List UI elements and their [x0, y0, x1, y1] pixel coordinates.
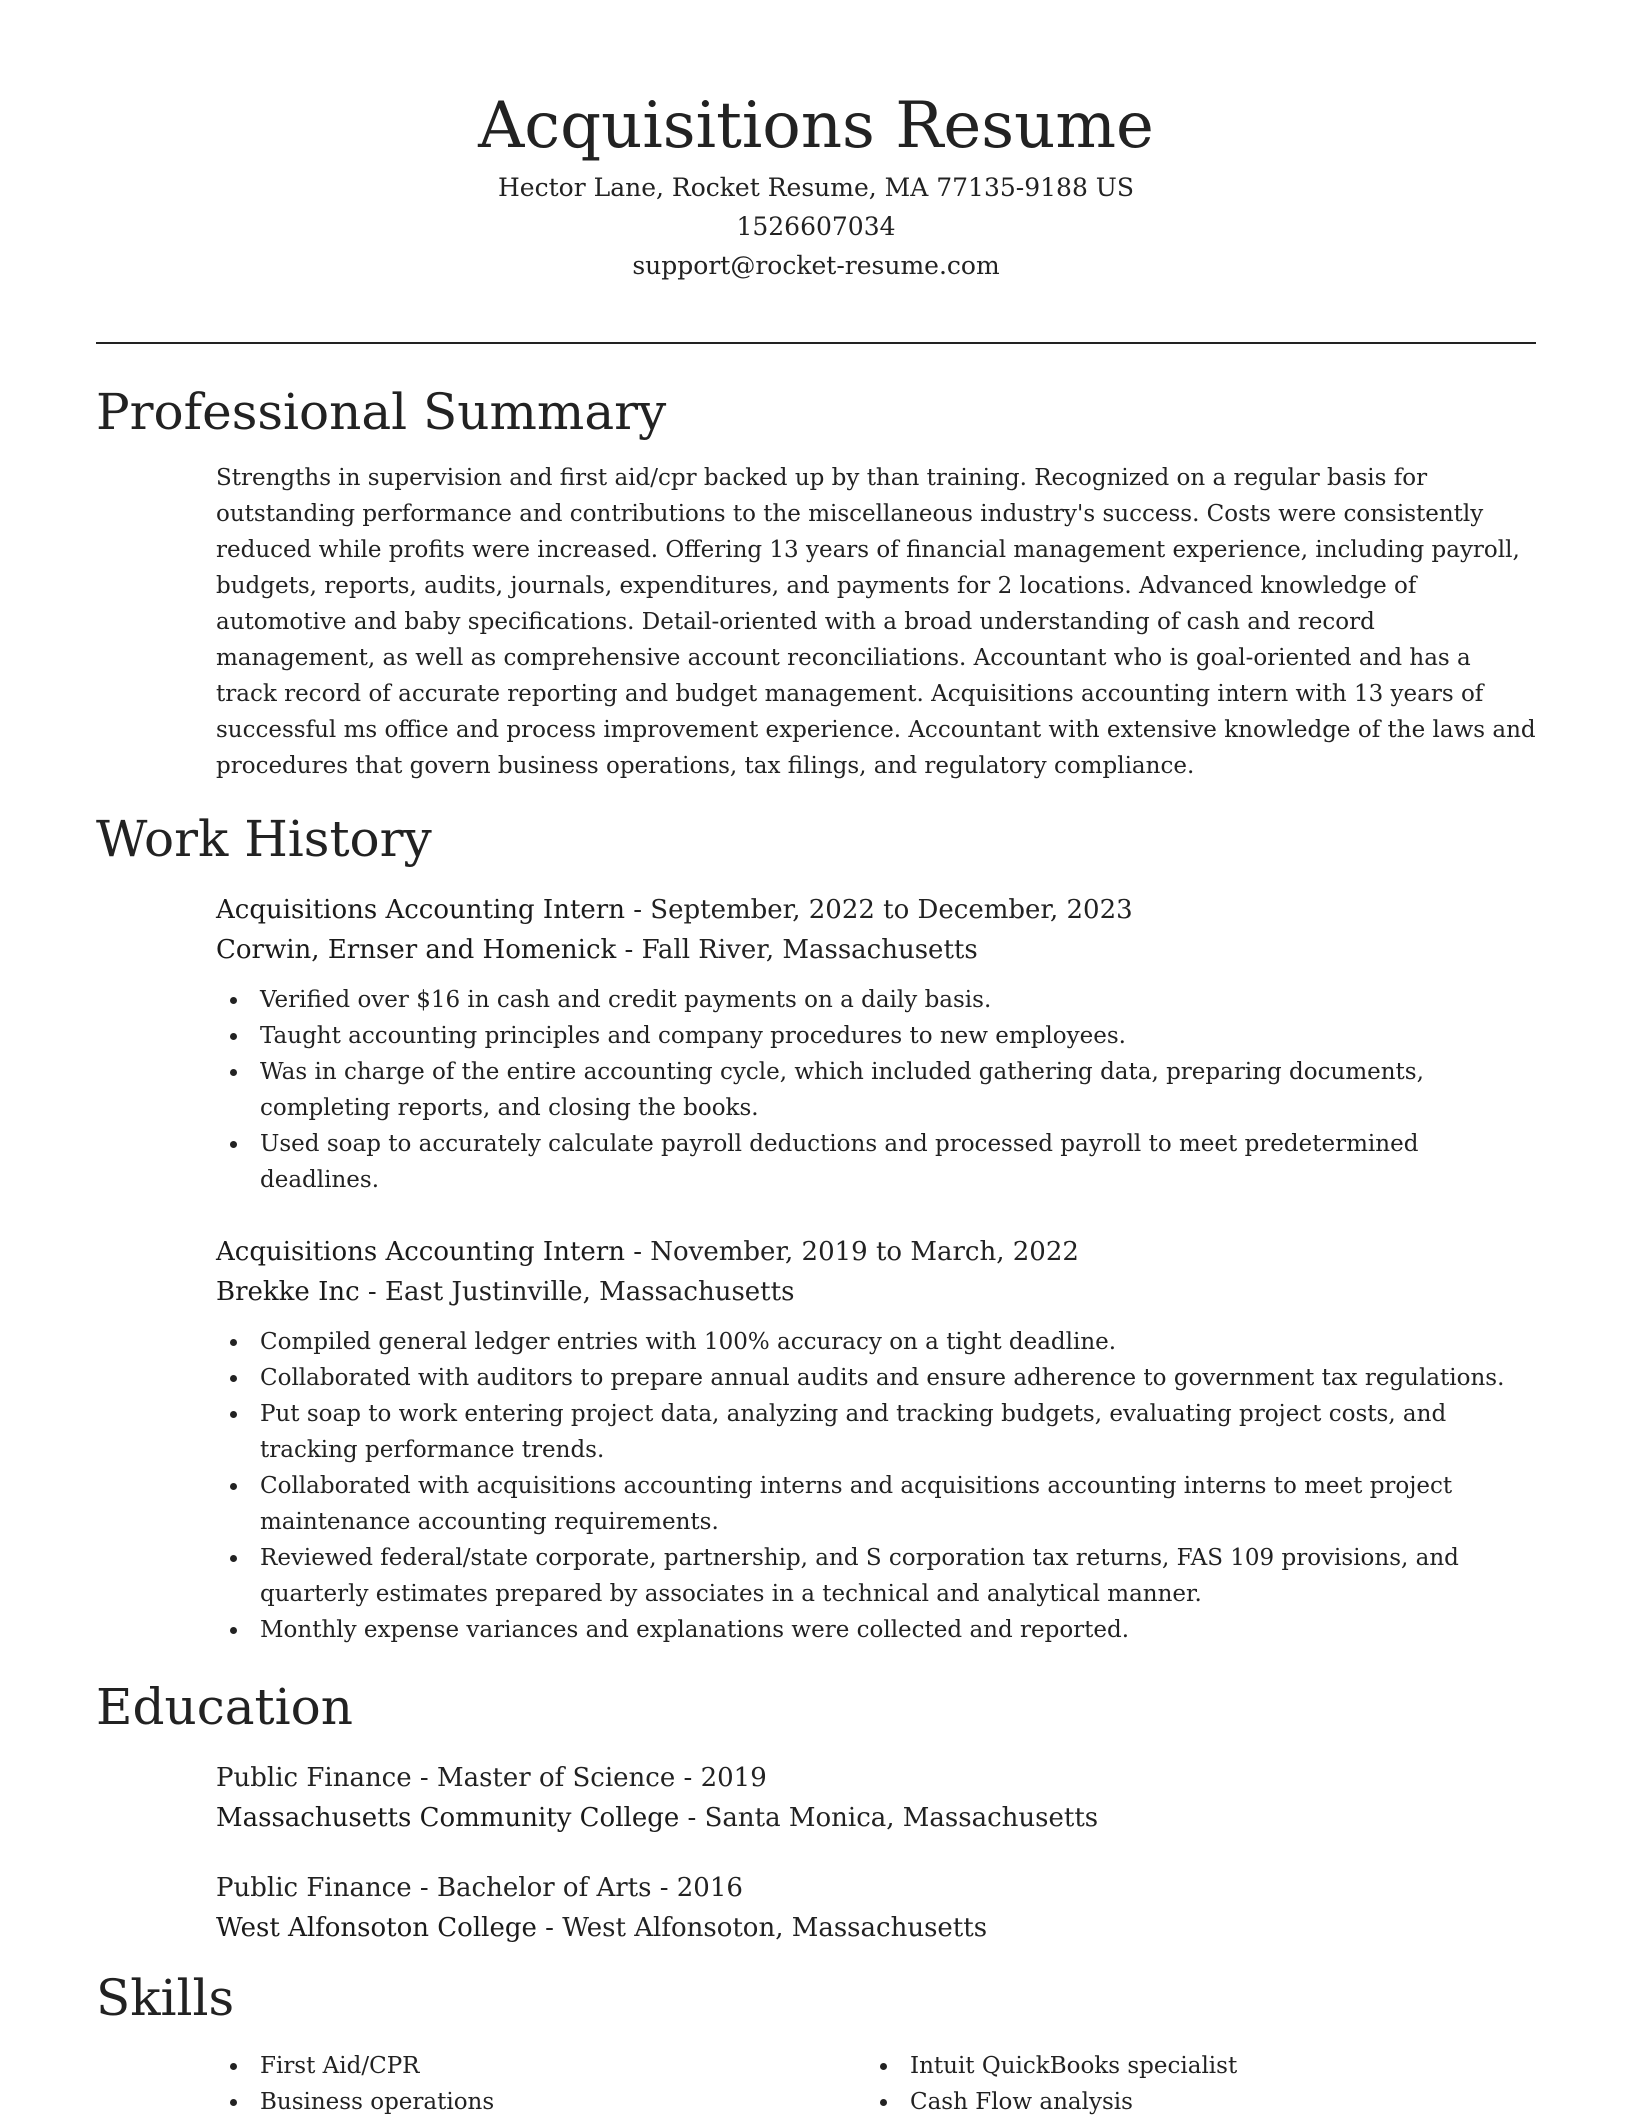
- list-item: Used soap to accurately calculate payroll deductions and processed payroll to meet predetermined deadlines.: [216, 1126, 1538, 1198]
- skill-item: Intuit QuickBooks specialist: [866, 2048, 1516, 2084]
- school-location: - Santa Monica, Massachusetts: [679, 1803, 1099, 1833]
- school-name: West Alfonsoton College: [216, 1913, 537, 1943]
- work-history-heading: Work History: [96, 810, 432, 868]
- job-bullets: [216, 982, 1538, 1198]
- skills-column-right-list: [866, 2048, 1516, 2120]
- job-location: - East Justinville, Massachusetts: [359, 1277, 795, 1307]
- list-item: Taught accounting principles and company procedures to new employees.: [216, 1018, 1538, 1054]
- degree-line: Public Finance - Master of Science - 2019: [216, 1763, 767, 1793]
- list-item: Collaborated with auditors to prepare annual audits and ensure adherence to government tax regulations.: [216, 1360, 1538, 1396]
- skills-column-left-list: [216, 2048, 866, 2120]
- list-item: Was in charge of the entire accounting cycle, which included gathering data, preparing documents, completing reports, and closing the books.: [216, 1054, 1538, 1126]
- resume-header: [0, 84, 1632, 285]
- job-company: Corwin, Ernser and Homenick: [216, 935, 617, 965]
- job-bullets: [216, 1324, 1538, 1648]
- job-company-line: [216, 1272, 1538, 1312]
- job-location: - Fall River, Massachusetts: [616, 935, 978, 965]
- list-item: Verified over $16 in cash and credit payments on a daily basis.: [216, 982, 1538, 1018]
- job-company: Brekke Inc: [216, 1277, 360, 1307]
- job-dates: - September, 2022 to December, 2023: [624, 895, 1133, 925]
- skills-column-left: [216, 2048, 866, 2120]
- summary-text: Strengths in supervision and first aid/cpr backed up by than training. Recognized on a regular basis for outstanding performance and contributions to the miscellaneous industry's success. Costs were consistently reduced while profits were increased. Offering 13 years of financial management experience, including payroll, budgets, reports, audits, journals, expenditures, and payments for 2 locations. Advanced knowledge of automotive and baby specifications. Detail-oriented with a broad understanding of cash and record management, as well as comprehensive account reconciliations. Accountant who is goal-oriented and has a track record of accurate reporting and budget management. Acquisitions accounting intern with 13 years of successful ms office and process improvement experience. Accountant with extensive knowledge of the laws and procedures that govern business operations, tax filings, and regulatory compliance.: [216, 465, 1536, 779]
- summary-heading: Professional Summary: [96, 383, 667, 441]
- education-entry-2: [216, 1868, 1538, 1948]
- contact-email: support@rocket-resume.com: [632, 251, 1000, 280]
- contact-phone: 1526607034: [736, 212, 896, 241]
- job-title: Acquisitions Accounting Intern: [216, 895, 625, 925]
- skill-item: First Aid/CPR: [216, 2048, 866, 2084]
- header-divider: [96, 342, 1536, 344]
- job-dates: - November, 2019 to March, 2022: [624, 1237, 1079, 1267]
- list-item: Compiled general ledger entries with 100% accuracy on a tight deadline.: [216, 1324, 1538, 1360]
- skill-item: Business operations: [216, 2084, 866, 2120]
- job-entry-2: [216, 1232, 1538, 1648]
- job-title-line: [216, 1232, 1538, 1272]
- skills-list: [216, 2048, 1538, 2120]
- contact-block: [0, 168, 1632, 285]
- skills-heading: Skills: [96, 1969, 235, 2027]
- job-company-line: [216, 930, 1538, 970]
- job-entry-1: [216, 890, 1538, 1198]
- education-heading: Education: [96, 1678, 353, 1736]
- list-item: Put soap to work entering project data, analyzing and tracking budgets, evaluating project costs, and tracking performance trends.: [216, 1396, 1538, 1468]
- job-title-line: [216, 890, 1538, 930]
- school-location: - West Alfonsoton, Massachusetts: [536, 1913, 988, 1943]
- degree-line: Public Finance - Bachelor of Arts - 2016: [216, 1873, 743, 1903]
- skill-item: Cash Flow analysis: [866, 2084, 1516, 2120]
- skills-column-right: [866, 2048, 1516, 2120]
- resume-title: Acquisitions Resume: [478, 89, 1154, 163]
- school-line: [216, 1908, 1538, 1948]
- school-name: Massachusetts Community College: [216, 1803, 680, 1833]
- job-title: Acquisitions Accounting Intern: [216, 1237, 625, 1267]
- contact-address: Hector Lane, Rocket Resume, MA 77135-9188 US: [498, 173, 1134, 202]
- list-item: Reviewed federal/state corporate, partnership, and S corporation tax returns, FAS 109 provisions, and quarterly estimates prepared by associates in a technical and analytical manner.: [216, 1540, 1538, 1612]
- education-entry-1: [216, 1758, 1538, 1838]
- school-line: [216, 1798, 1538, 1838]
- list-item: Collaborated with acquisitions accounting interns and acquisitions accounting interns to meet project maintenance accounting requirements.: [216, 1468, 1538, 1540]
- list-item: Monthly expense variances and explanations were collected and reported.: [216, 1612, 1538, 1648]
